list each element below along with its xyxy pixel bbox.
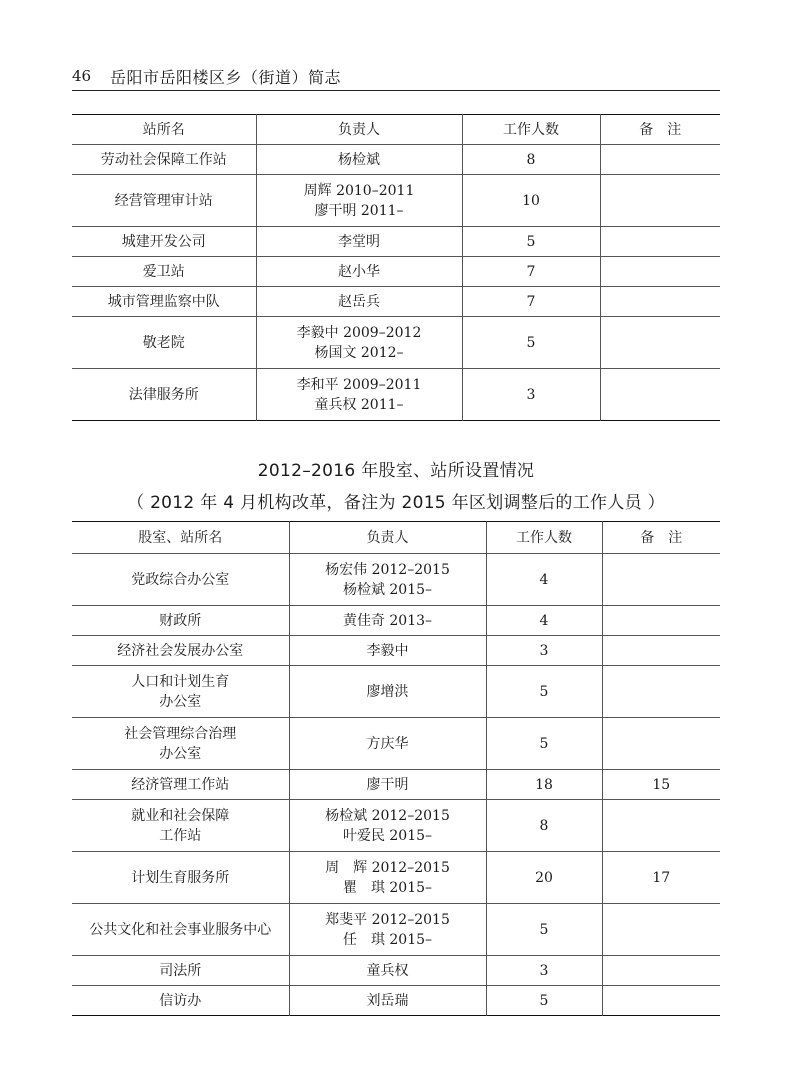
count-cell: 18 [486,770,602,800]
name-cell-line: 计划生育服务所 [131,869,230,886]
table-row [72,175,720,227]
leader-cell [256,317,462,369]
name-cell [72,554,289,606]
leader-cell [256,175,462,227]
count-cell: 8 [486,800,602,852]
leader-cell [289,986,486,1016]
count-cell: 4 [486,554,602,606]
table-row [72,287,720,317]
name-cell [72,666,289,718]
leader-cell-line: 廖干明 [366,776,409,793]
name-cell [72,287,256,317]
table-header-row [72,522,720,554]
leader-cell [289,904,486,956]
leader-cell [289,852,486,904]
table-row [72,800,720,852]
note-cell [602,904,720,956]
table-row [72,145,720,175]
name-cell-line: 人口和计划生育 [131,673,230,690]
leader-cell-line: 瞿 琪 2015– [342,879,433,896]
leader-cell [289,636,486,666]
count-cell: 8 [462,145,600,175]
count-cell: 5 [462,227,600,257]
note-cell [602,666,720,718]
name-cell-line: 劳动社会保障工作站 [100,151,227,168]
leader-cell-line: 郑斐平 2012–2015 [325,911,450,928]
column-header: 备 注 [600,115,720,145]
leader-cell-line: 杨检斌 [338,151,380,168]
leader-cell [289,770,486,800]
section-subtitle: （ 2012 年 4 月机构改革，备注为 2015 年区划调整后的工作人员 ） [127,493,665,513]
note-cell: 15 [602,770,720,800]
leader-cell [289,800,486,852]
note-cell [602,956,720,986]
table-row [72,606,720,636]
note-cell [602,718,720,770]
name-cell [72,800,289,852]
leader-cell-line: 周 辉 2012–2015 [325,859,450,876]
table-header-row [72,115,720,145]
name-cell [72,852,289,904]
name-cell-line: 爱卫站 [142,263,185,280]
leader-cell-line: 叶爱民 2015– [342,827,433,844]
leader-cell-line: 李堂明 [338,233,380,250]
leader-cell-line: 赵小华 [338,263,380,280]
leader-cell-line: 杨检斌 2012–2015 [325,807,450,824]
leader-cell [256,145,462,175]
table-row [72,986,720,1016]
column-header: 负责人 [256,115,462,145]
name-cell-line: 经营管理审计站 [114,192,213,209]
count-cell: 5 [486,904,602,956]
leader-cell-line: 杨宏伟 2012–2015 [325,561,450,578]
name-cell [72,145,256,175]
leader-cell-line: 任 琪 2015– [342,931,433,948]
station-table-1 [72,114,720,421]
count-cell: 5 [486,718,602,770]
leader-cell [289,956,486,986]
column-header: 股室、站所名 [138,529,223,546]
leader-cell [256,369,462,421]
name-cell-line: 敬老院 [142,334,185,351]
leader-cell-line: 赵岳兵 [338,293,380,310]
table-row [72,852,720,904]
column-header: 工作人数 [486,522,602,554]
column-header: 站所名 [142,121,185,138]
table-body [72,554,720,1016]
note-cell: 17 [602,852,720,904]
table-row [72,257,720,287]
leader-cell-line: 童兵权 2011– [314,396,404,413]
table-body [72,145,720,421]
leader-cell-line: 杨检斌 2015– [342,581,433,598]
table-row [72,554,720,606]
name-cell-line: 办公室 [159,693,202,710]
name-cell-line: 财政所 [159,612,202,629]
note-cell [600,317,720,369]
name-cell [72,317,256,369]
leader-cell [256,227,462,257]
leader-cell [289,554,486,606]
count-cell: 20 [486,852,602,904]
name-cell [72,636,289,666]
table-row [72,636,720,666]
table-row [72,317,720,369]
count-cell: 7 [462,257,600,287]
table-row [72,369,720,421]
running-title: 岳阳市岳阳楼区乡（街道）简志 [110,68,342,87]
count-cell: 7 [462,287,600,317]
name-cell-line: 信访办 [159,992,202,1009]
name-cell-line: 法律服务所 [128,386,199,403]
leader-cell-line: 李毅中 [366,642,409,659]
page-number: 46 [72,67,92,85]
note-cell [602,606,720,636]
table-row [72,666,720,718]
table-row [72,956,720,986]
page-header [72,64,720,91]
note-cell [602,636,720,666]
note-cell [600,369,720,421]
leader-cell-line: 方庆华 [366,735,409,752]
leader-cell [256,257,462,287]
leader-cell [256,287,462,317]
name-cell [72,227,256,257]
note-cell [602,986,720,1016]
name-cell-line: 城市管理监察中队 [107,293,220,310]
column-header: 备 注 [602,522,720,554]
name-cell [72,369,256,421]
name-cell-line: 城建开发公司 [121,233,206,250]
note-cell [602,800,720,852]
leader-cell-line: 廖增洪 [366,683,409,700]
name-cell-line: 公共文化和社会事业服务中心 [89,921,272,938]
count-cell: 3 [486,636,602,666]
leader-cell-line: 黄佳奇 2013– [342,612,433,629]
name-cell-line: 工作站 [159,827,202,844]
name-cell-line: 社会管理综合治理 [124,725,237,742]
leader-cell [289,606,486,636]
name-cell [72,986,289,1016]
count-cell: 3 [486,956,602,986]
name-cell [72,718,289,770]
table-row [72,770,720,800]
name-cell [72,904,289,956]
leader-cell-line: 杨国文 2012– [314,344,404,361]
table-row [72,904,720,956]
note-cell [602,554,720,606]
leader-cell-line: 周辉 2010–2011 [303,182,415,199]
name-cell-line: 司法所 [159,962,202,979]
station-table-2 [72,521,720,1016]
name-cell [72,956,289,986]
name-cell [72,257,256,287]
leader-cell-line: 李毅中 2009–2012 [296,324,422,341]
count-cell: 5 [462,317,600,369]
note-cell [600,175,720,227]
name-cell [72,606,289,636]
note-cell [600,257,720,287]
count-cell: 3 [462,369,600,421]
note-cell [600,227,720,257]
column-header: 负责人 [289,522,486,554]
name-cell-line: 经济社会发展办公室 [117,642,244,659]
leader-cell [289,718,486,770]
leader-cell-line: 李和平 2009–2011 [296,376,422,393]
name-cell-line: 党政综合办公室 [131,571,230,588]
count-cell: 5 [486,986,602,1016]
leader-cell-line: 童兵权 [366,962,409,979]
leader-cell-line: 廖干明 2011– [314,202,404,219]
leader-cell [289,666,486,718]
name-cell-line: 办公室 [159,745,202,762]
note-cell [600,145,720,175]
leader-cell-line: 刘岳瑞 [366,992,409,1009]
table-row [72,718,720,770]
table-row [72,227,720,257]
name-cell-line: 经济管理工作站 [131,776,230,793]
name-cell [72,770,289,800]
section-title: 2012–2016 年股室、站所设置情况 [257,461,535,481]
note-cell [600,287,720,317]
name-cell [72,175,256,227]
name-cell-line: 就业和社会保障 [131,807,230,824]
column-header: 工作人数 [462,115,600,145]
count-cell: 4 [486,606,602,636]
count-cell: 5 [486,666,602,718]
count-cell: 10 [462,175,600,227]
